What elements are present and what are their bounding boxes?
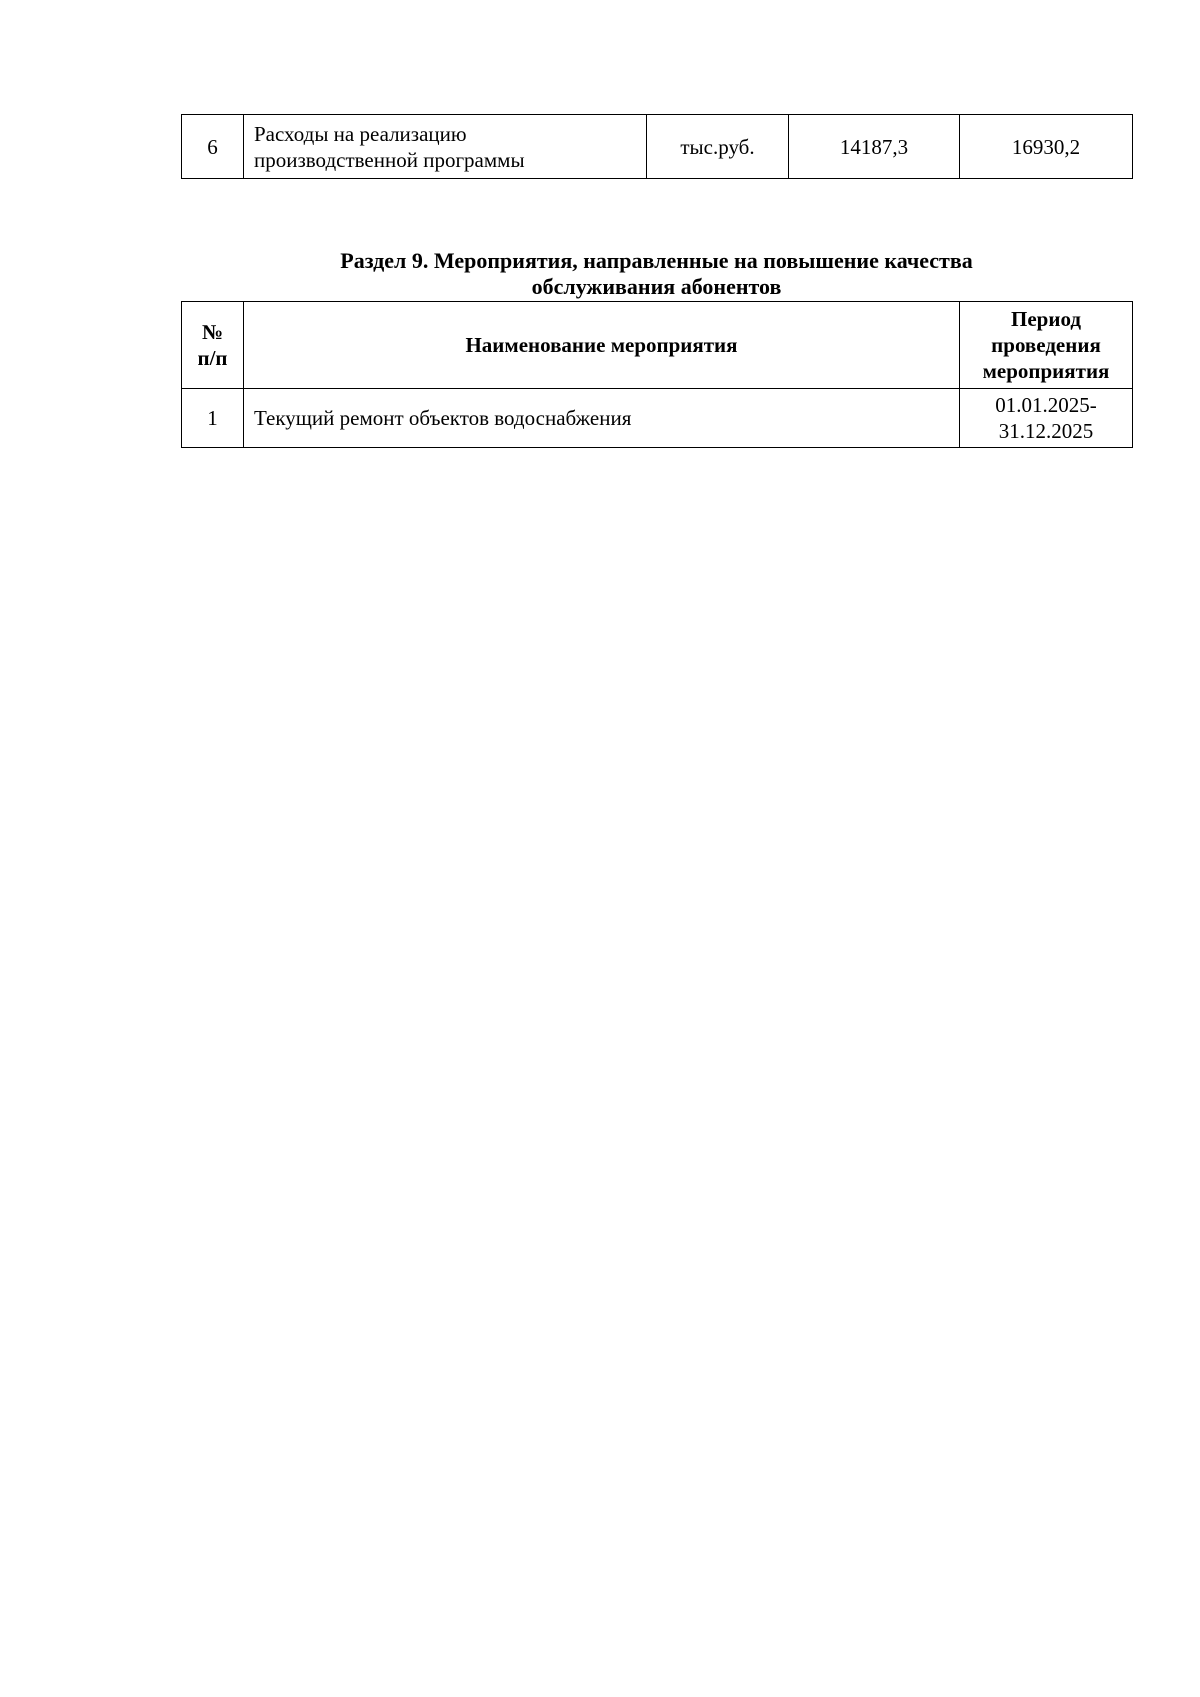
event-number: 1 — [182, 389, 244, 448]
expense-name-line2: производственной программы — [254, 147, 525, 172]
header-number — [182, 302, 244, 389]
header-row — [182, 302, 1133, 389]
header-period — [960, 302, 1133, 389]
header-number-line1: № — [201, 320, 224, 344]
header-number-line2: п/п — [197, 346, 228, 370]
header-period-line3: мероприятия — [982, 359, 1110, 383]
header-period-line2: проведения — [991, 333, 1101, 357]
event-period-line1: 01.01.2025- — [995, 393, 1097, 417]
event-name: Текущий ремонт объектов водоснабжения — [244, 389, 960, 448]
expense-name-line1: Расходы на реализацию — [254, 121, 467, 146]
value-cell-1: 14187,3 — [789, 115, 960, 179]
value-cell-2: 16930,2 — [960, 115, 1133, 179]
events-table — [181, 301, 1133, 448]
header-period-line1: Период — [1011, 307, 1081, 331]
header-name: Наименование мероприятия — [244, 302, 960, 389]
section-title-line2: обслуживания абонентов — [531, 274, 782, 299]
expenses-table — [181, 114, 1133, 179]
section-title — [181, 248, 1132, 300]
table-row — [182, 115, 1133, 179]
event-period-line2: 31.12.2025 — [998, 419, 1094, 443]
unit-cell: тыс.руб. — [647, 115, 789, 179]
row-number: 6 — [182, 115, 244, 179]
table-row — [182, 389, 1133, 448]
section-title-line1: Раздел 9. Мероприятия, направленные на повышение качества — [340, 248, 973, 273]
event-period — [960, 389, 1133, 448]
expense-name — [244, 115, 647, 179]
